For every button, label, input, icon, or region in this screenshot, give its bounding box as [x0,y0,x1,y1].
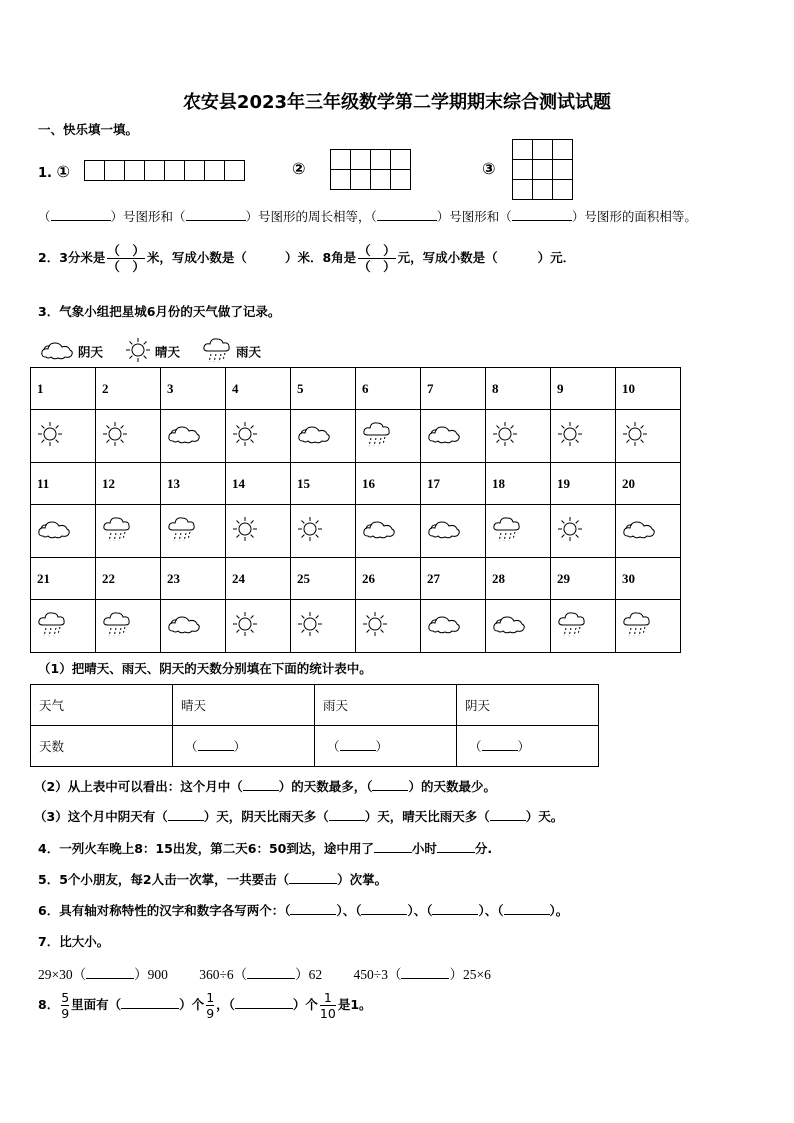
day-number-row [31,463,681,505]
answer-blank[interactable] [361,902,407,915]
sun-icon [226,600,291,653]
answer-blank[interactable] [377,208,437,221]
legend-label: 晴天 [154,344,180,360]
sun-icon [551,410,616,463]
header-cell: 天气 [31,685,173,726]
day-number: 25 [291,558,356,600]
cloud-icon [486,600,551,653]
grid-cell [371,150,391,170]
day-number: 29 [551,558,616,600]
figure-2-grid [330,149,411,190]
sun-icon [291,505,356,558]
day-number: 24 [226,558,291,600]
answer-blank[interactable] [372,778,408,791]
day-number: 12 [96,463,161,505]
fraction: $\frac{5}{9}$ [61,990,70,1021]
rain-icon [616,600,681,653]
sun-icon [486,410,551,463]
day-number: 20 [616,463,681,505]
answer-blank[interactable] [432,902,478,915]
answer-blank[interactable] [329,808,365,821]
cloud-icon [356,505,421,558]
question-2: 2．3分米是 $\frac{( )}{( )}$ 米，写成小数是（ ）米．8角是 $\frac{( )}{( )}$ 元，写成小数是（ ）元． [38,243,576,274]
rain-icon [486,505,551,558]
answer-blank[interactable] [235,996,293,1009]
cloud-icon [421,505,486,558]
day-number: 26 [356,558,421,600]
day-number: 5 [291,368,356,410]
day-number: 15 [291,463,356,505]
legend-label: 阴天 [77,344,103,360]
grid-cell [533,160,553,180]
day-number: 22 [96,558,161,600]
cloud-icon [291,410,356,463]
comparison-item: 29×30（ ）900 [38,967,168,982]
day-number: 6 [356,368,421,410]
weather-icon-row [31,410,681,463]
grid-cell [351,150,371,170]
day-number: 11 [31,463,96,505]
question-1-number [38,162,70,181]
grid-cell [205,161,225,181]
fraction-blank[interactable]: $\frac{( )}{( )}$ [358,243,396,274]
answer-blank[interactable] [289,871,337,884]
rain-icon [161,505,226,558]
comparison-row [38,963,491,983]
answer-blank[interactable] [401,966,449,979]
fraction-blank[interactable]: $\frac{( )}{( )}$ [107,243,145,274]
answer-blank[interactable] [51,208,111,221]
cloud-icon [616,505,681,558]
rain-icon [31,600,96,653]
question-1-text: （ ）号图形和（ ）号图形的周长相等，（ ）号图形和（ ）号图形的面积相等。 [38,209,697,224]
grid-cell [391,150,411,170]
figure-label-3: ③ [482,159,496,178]
grid-cell [553,140,573,160]
figure-1-grid [84,160,245,181]
day-number: 3 [161,368,226,410]
day-number: 4 [226,368,291,410]
grid-cell [513,140,533,160]
section-heading: 一、快乐填一填。 [38,122,139,137]
weather-legend [40,336,283,367]
answer-blank[interactable] [247,966,295,979]
grid-cell [105,161,125,181]
grid-cell [225,161,245,181]
sun-icon [291,600,356,653]
grid-cell [533,180,553,200]
question-5: 5．5个小朋友，每2人击一次掌，一共要击（ ）次掌。 [38,872,388,887]
grid-cell [513,180,533,200]
day-number-row [31,558,681,600]
cloud-icon [421,410,486,463]
cloud-icon [161,410,226,463]
rain-icon [96,505,161,558]
answer-blank[interactable] [86,966,134,979]
sun-icon [356,600,421,653]
sun-icon [31,410,96,463]
sub-question-1: （1）把晴天、雨天、阴天的天数分别填在下面的统计表中。 [38,661,372,676]
question-3: 3．气象小组把星城6月份的天气做了记录。 [38,304,281,319]
question-8: 8． $\frac{5}{9}$ 里面有（ ）个 $\frac{1}{9}$ ，（ ）个 $\frac{1}{10}$ 是1。 [38,990,372,1021]
sub-question-3: （3）这个月中阴天有（ ）天，阴天比雨天多（ ）天，晴天比雨天多（ ）天。 [34,809,564,824]
answer-blank[interactable] [243,778,279,791]
grid-cell [371,170,391,190]
grid-cell [85,161,105,181]
question-6: 6．具有轴对称特性的汉字和数字各写两个：（ ）、（ ）、（ ）、（ ）。 [38,903,569,918]
answer-cell[interactable]: （ ） [457,726,599,767]
answer-blank[interactable] [437,840,475,853]
fraction: $\frac{1}{10}$ [319,990,336,1021]
day-number: 16 [356,463,421,505]
weather-icon-row [31,505,681,558]
sun-icon [551,505,616,558]
answer-blank[interactable] [374,840,412,853]
grid-cell [351,170,371,190]
grid-cell [391,170,411,190]
answer-blank[interactable] [490,808,526,821]
figure-label-1: ① [56,162,71,181]
grid-cell [553,180,573,200]
day-number-row [31,368,681,410]
answer-cell[interactable]: （ ） [173,726,315,767]
grid-cell [513,160,533,180]
sun-icon [125,351,151,366]
row-label: 天数 [31,726,173,767]
sun-icon [226,505,291,558]
q-num: 1. [38,166,52,181]
sun-icon [96,410,161,463]
day-number: 2 [96,368,161,410]
grid-cell [533,140,553,160]
question-4: 4．一列火车晚上8：15出发，第二天6：50到达，途中用了 小时 分. [38,841,493,856]
question-7: 7．比大小。 [38,934,110,949]
grid-cell [331,150,351,170]
day-number: 7 [421,368,486,410]
figure-label-2: ② [292,159,306,178]
rain-icon [202,352,232,367]
day-number: 13 [161,463,226,505]
page-title: 农安县2023年三年级数学第二学期期末综合测试试题 [182,92,612,113]
cloud-icon [40,349,74,364]
weather-icon-row [31,600,681,653]
day-number: 27 [421,558,486,600]
answer-blank[interactable] [168,808,204,821]
day-number: 19 [551,463,616,505]
grid-cell [125,161,145,181]
answer-blank[interactable] [121,996,179,1009]
legend-label: 雨天 [235,344,261,360]
cloud-icon [421,600,486,653]
header-cell: 阴天 [457,685,599,726]
day-number: 30 [616,558,681,600]
cloud-icon [31,505,96,558]
day-number: 8 [486,368,551,410]
grid-cell [165,161,185,181]
fraction: $\frac{1}{9}$ [206,990,215,1021]
day-number: 1 [31,368,96,410]
grid-cell [553,160,573,180]
answer-blank[interactable] [290,902,336,915]
statistics-table [30,684,599,767]
sun-icon [616,410,681,463]
comparison-item: 450÷3（ ）25×6 [353,967,491,982]
day-number: 10 [616,368,681,410]
comparison-item: 360÷6（ ）62 [199,967,323,982]
rain-icon [96,600,161,653]
grid-cell [331,170,351,190]
header-cell: 雨天 [315,685,457,726]
answer-blank[interactable] [512,208,572,221]
cloud-icon [161,600,226,653]
answer-blank[interactable] [504,902,550,915]
grid-cell [145,161,165,181]
sun-icon [226,410,291,463]
figure-3-grid [512,139,573,200]
day-number: 21 [31,558,96,600]
day-number: 14 [226,463,291,505]
day-number: 23 [161,558,226,600]
grid-cell [185,161,205,181]
day-number: 18 [486,463,551,505]
day-number: 17 [421,463,486,505]
rain-icon [551,600,616,653]
sub-question-2: （2）从上表中可以看出：这个月中（ ）的天数最多，（ ）的天数最少。 [34,779,496,794]
answer-cell[interactable]: （ ） [315,726,457,767]
day-number: 9 [551,368,616,410]
answer-blank[interactable] [186,208,246,221]
weather-record-table [30,367,681,653]
rain-icon [356,410,421,463]
day-number: 28 [486,558,551,600]
header-cell: 晴天 [173,685,315,726]
